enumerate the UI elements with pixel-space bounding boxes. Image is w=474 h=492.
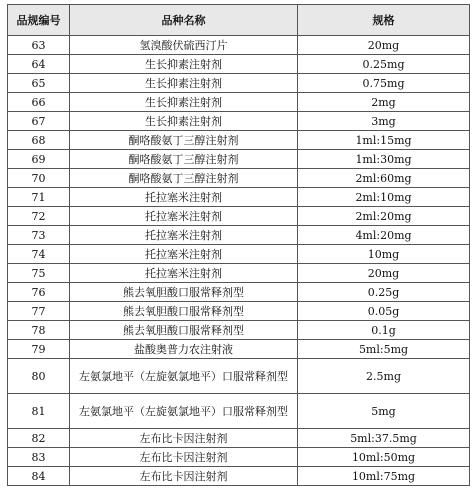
cell-product-code: 67 <box>8 112 70 131</box>
cell-product-code: 69 <box>8 150 70 169</box>
cell-drug-name: 左氨氯地平（左旋氨氯地平）口服常释剂型 <box>70 359 298 394</box>
cell-product-code: 73 <box>8 226 70 245</box>
cell-specification: 10ml:75mg <box>298 467 470 486</box>
table-row <box>8 188 470 207</box>
cell-specification: 0.25mg <box>298 55 470 74</box>
table-row <box>8 448 470 467</box>
cell-drug-name: 生长抑素注射剂 <box>70 55 298 74</box>
table-row <box>8 283 470 302</box>
cell-specification: 20mg <box>298 36 470 55</box>
cell-drug-name: 托拉塞米注射剂 <box>70 207 298 226</box>
cell-specification: 0.75mg <box>298 74 470 93</box>
cell-drug-name: 酮咯酸氨丁三醇注射剂 <box>70 150 298 169</box>
cell-drug-name: 托拉塞米注射剂 <box>70 264 298 283</box>
cell-product-code: 80 <box>8 359 70 394</box>
table-row <box>8 394 470 429</box>
cell-product-code: 71 <box>8 188 70 207</box>
cell-drug-name: 酮咯酸氨丁三醇注射剂 <box>70 131 298 150</box>
cell-drug-name: 生长抑素注射剂 <box>70 112 298 131</box>
cell-product-code: 77 <box>8 302 70 321</box>
cell-drug-name: 酮咯酸氨丁三醇注射剂 <box>70 169 298 188</box>
cell-specification: 2.5mg <box>298 359 470 394</box>
cell-specification: 10mg <box>298 245 470 264</box>
table-row <box>8 264 470 283</box>
table-row <box>8 150 470 169</box>
cell-drug-name: 生长抑素注射剂 <box>70 93 298 112</box>
cell-product-code: 84 <box>8 467 70 486</box>
cell-drug-name: 盐酸奥普力农注射液 <box>70 340 298 359</box>
cell-drug-name: 生长抑素注射剂 <box>70 74 298 93</box>
cell-specification: 0.1g <box>298 321 470 340</box>
cell-specification: 2mg <box>298 93 470 112</box>
cell-product-code: 66 <box>8 93 70 112</box>
cell-product-code: 72 <box>8 207 70 226</box>
table-row <box>8 169 470 188</box>
cell-product-code: 78 <box>8 321 70 340</box>
cell-specification: 2ml:10mg <box>298 188 470 207</box>
cell-product-code: 75 <box>8 264 70 283</box>
table-row <box>8 207 470 226</box>
cell-specification: 2ml:60mg <box>298 169 470 188</box>
cell-specification: 1ml:30mg <box>298 150 470 169</box>
table-row <box>8 359 470 394</box>
table-header-row <box>8 5 470 36</box>
drug-spec-table <box>7 4 470 486</box>
cell-specification: 1ml:15mg <box>298 131 470 150</box>
cell-product-code: 64 <box>8 55 70 74</box>
cell-specification: 5mg <box>298 394 470 429</box>
header-drug-name: 品种名称 <box>70 5 298 36</box>
table-row <box>8 467 470 486</box>
cell-drug-name: 熊去氧胆酸口服常释剂型 <box>70 283 298 302</box>
table-row <box>8 74 470 93</box>
cell-product-code: 82 <box>8 429 70 448</box>
table-row <box>8 226 470 245</box>
cell-specification: 3mg <box>298 112 470 131</box>
cell-specification: 5ml:37.5mg <box>298 429 470 448</box>
cell-product-code: 68 <box>8 131 70 150</box>
cell-drug-name: 左布比卡因注射剂 <box>70 467 298 486</box>
cell-product-code: 74 <box>8 245 70 264</box>
table-row <box>8 340 470 359</box>
cell-specification: 0.25g <box>298 283 470 302</box>
table-row <box>8 55 470 74</box>
cell-drug-name: 左氨氯地平（左旋氨氯地平）口服常释剂型 <box>70 394 298 429</box>
cell-drug-name: 托拉塞米注射剂 <box>70 188 298 207</box>
cell-product-code: 65 <box>8 74 70 93</box>
table-row <box>8 321 470 340</box>
table-row <box>8 302 470 321</box>
cell-specification: 2ml:20mg <box>298 207 470 226</box>
cell-product-code: 79 <box>8 340 70 359</box>
cell-specification: 0.05g <box>298 302 470 321</box>
cell-specification: 4ml:20mg <box>298 226 470 245</box>
table-row <box>8 112 470 131</box>
drug-spec-table-container <box>7 4 469 486</box>
cell-drug-name: 托拉塞米注射剂 <box>70 226 298 245</box>
cell-product-code: 81 <box>8 394 70 429</box>
cell-drug-name: 左布比卡因注射剂 <box>70 448 298 467</box>
cell-drug-name: 氢溴酸伏硫西汀片 <box>70 36 298 55</box>
table-row <box>8 36 470 55</box>
table-row <box>8 93 470 112</box>
cell-specification: 10ml:50mg <box>298 448 470 467</box>
cell-drug-name: 托拉塞米注射剂 <box>70 245 298 264</box>
table-row <box>8 245 470 264</box>
cell-drug-name: 熊去氧胆酸口服常释剂型 <box>70 302 298 321</box>
cell-specification: 20mg <box>298 264 470 283</box>
header-specification: 规格 <box>298 5 470 36</box>
cell-product-code: 70 <box>8 169 70 188</box>
cell-drug-name: 熊去氧胆酸口服常释剂型 <box>70 321 298 340</box>
cell-drug-name: 左布比卡因注射剂 <box>70 429 298 448</box>
table-body <box>8 36 470 486</box>
header-product-code: 品规编号 <box>8 5 70 36</box>
cell-specification: 5ml:5mg <box>298 340 470 359</box>
table-row <box>8 429 470 448</box>
cell-product-code: 83 <box>8 448 70 467</box>
cell-product-code: 76 <box>8 283 70 302</box>
cell-product-code: 63 <box>8 36 70 55</box>
table-row <box>8 131 470 150</box>
